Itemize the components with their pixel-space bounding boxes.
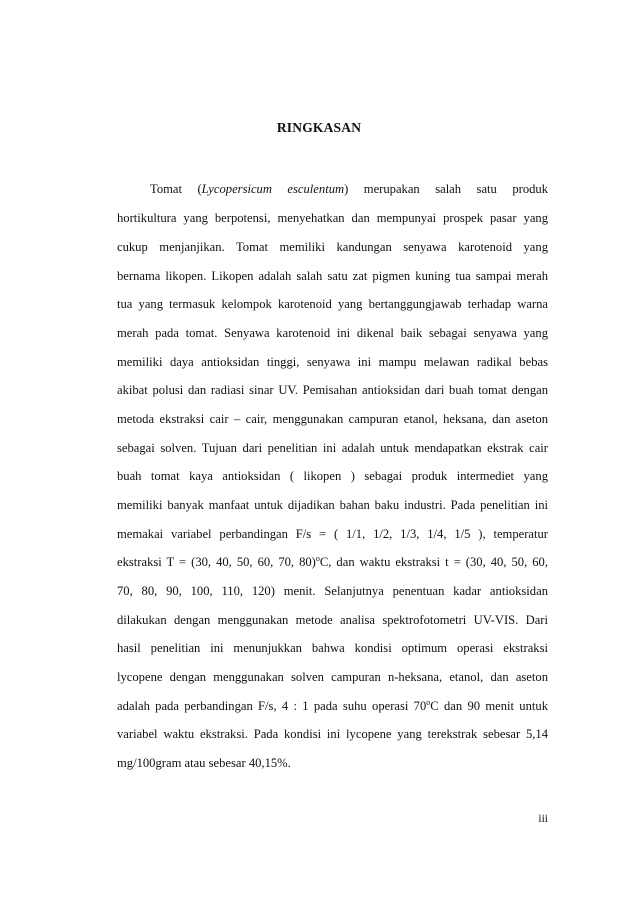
paragraph-line-06: merah pada tomat. Senyawa karotenoid ini dikenal baik sebagai senyawa yang — [117, 326, 548, 340]
paragraph-line-05: tua yang termasuk kelompok karotenoid yang bertanggungjawab terhadap warna — [117, 297, 548, 311]
paragraph-line-10: sebagai solven. Tujuan dari penelitian ini adalah untuk mendapatkan ekstrak cair — [117, 441, 548, 455]
paragraph-line-18: lycopene dengan menggunakan solven campuran n-heksana, etanol, dan aseton — [117, 670, 548, 684]
paragraph-line-13: memakai variabel perbandingan F/s = ( 1/1, 1/2, 1/3, 1/4, 1/5 ), temperatur — [117, 527, 548, 541]
paragraph-line-19: adalah pada perbandingan F/s, 4 : 1 pada suhu operasi 70$^o$C dan 90 menit untuk — [117, 698, 548, 713]
paragraph-line-01: Tomat (Lycopersicum esculentum) merupakan salah satu produk — [150, 182, 549, 196]
paragraph-line-07: memiliki daya antioksidan tinggi, senyawa ini mampu melawan radikal bebas — [117, 355, 548, 369]
paragraph-line-14: ekstraksi T = (30, 40, 50, 60, 70, 80)$^o$C, dan waktu ekstraksi t = (30, 40, 50, 60, — [117, 554, 548, 569]
paragraph-line-08: akibat polusi dan radiasi sinar UV. Pemisahan antioksidan dari buah tomat dengan — [117, 383, 548, 397]
paragraph-line-15: 70, 80, 90, 100, 110, 120) menit. Selanjutnya penentuan kadar antioksidan — [117, 584, 548, 598]
paragraph-line-04: bernama likopen. Likopen adalah salah satu zat pigmen kuning tua sampai merah — [117, 269, 548, 283]
paragraph-line-20: variabel waktu ekstraksi. Pada kondisi ini lycopene yang terekstrak sebesar 5,14 — [117, 727, 548, 741]
paragraph-line-12: memiliki banyak manfaat untuk dijadikan bahan baku industri. Pada penelitian ini — [117, 498, 548, 512]
page-title: RINGKASAN — [276, 120, 362, 135]
scientific-name: Lycopersicum esculentum — [201, 182, 345, 196]
paragraph-line-17: hasil penelitian ini menunjukkan bahwa kondisi optimum operasi ekstraksi — [117, 641, 548, 655]
paragraph-line-02: hortikultura yang berpotensi, menyehatkan dan mempunyai prospek pasar yang — [117, 211, 548, 225]
paragraph-line-03: cukup menjanjikan. Tomat memiliki kandungan senyawa karotenoid yang — [117, 240, 548, 254]
paragraph-line-09: metoda ekstraksi cair – cair, menggunakan campuran etanol, heksana, dan aseton — [117, 412, 548, 426]
page-number: iii — [538, 813, 548, 825]
paragraph-line-21: mg/100gram atau sebesar 40,15%. — [117, 756, 291, 770]
paragraph-line-16: dilakukan dengan menggunakan metode analisa spektrofotometri UV-VIS. Dari — [117, 613, 548, 627]
paragraph-line-11: buah tomat kaya antioksidan ( likopen ) sebagai produk intermediet yang — [117, 469, 548, 483]
